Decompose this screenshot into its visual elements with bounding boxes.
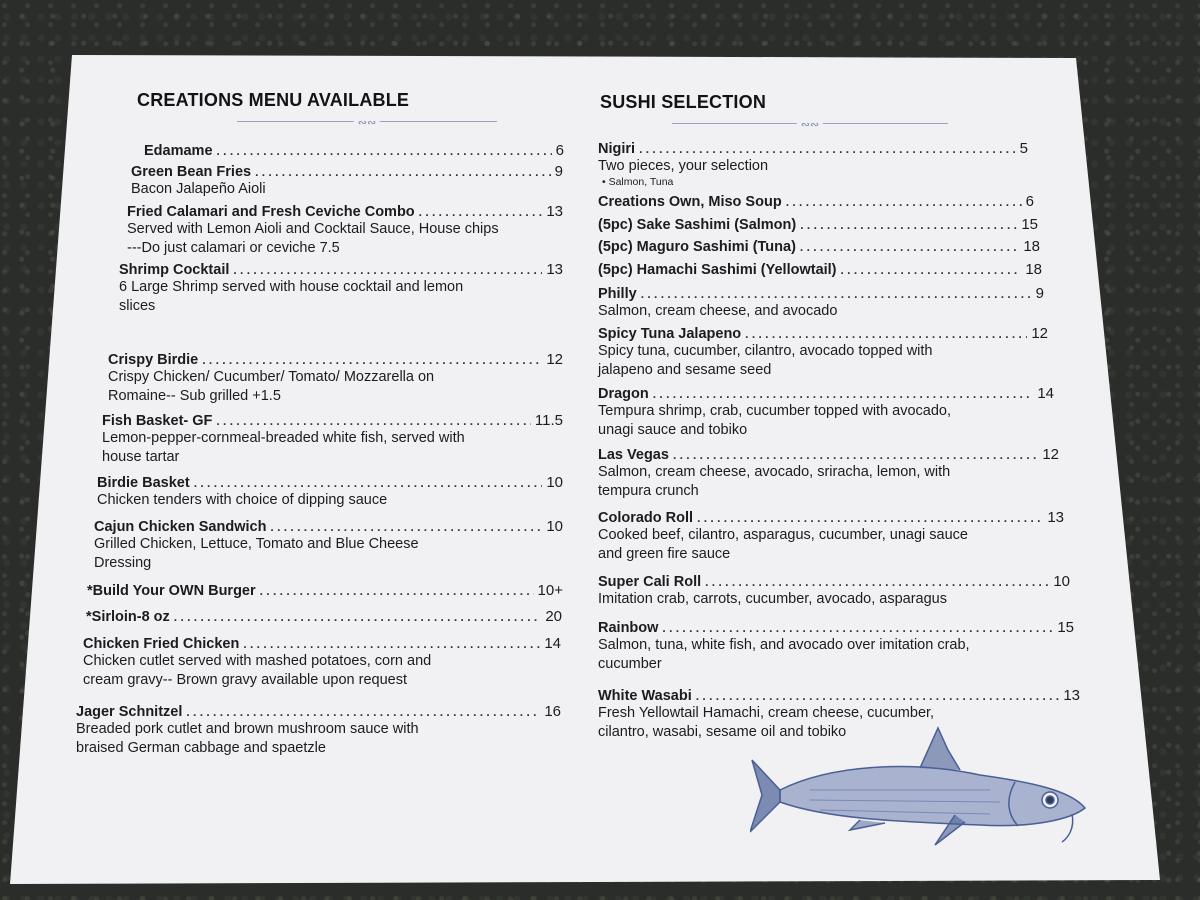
leader-dots xyxy=(639,142,1016,156)
leader-dots xyxy=(653,387,1034,401)
item-name: Green Bean Fries xyxy=(131,164,252,180)
menu-item xyxy=(83,635,561,690)
item-name: Rainbow xyxy=(598,620,659,636)
sushi-selection-section xyxy=(596,92,1086,740)
leader-dots xyxy=(419,205,543,219)
leader-dots xyxy=(216,414,531,428)
leader-dots xyxy=(233,263,542,277)
heading-divider xyxy=(672,119,948,129)
leader-dots xyxy=(186,705,540,719)
item-description: Two pieces, your selection xyxy=(598,158,769,174)
item-price: 9 xyxy=(554,163,563,180)
menu-item xyxy=(102,412,563,467)
item-price: 18 xyxy=(1023,238,1040,255)
leader-dots xyxy=(202,353,542,367)
menu-item xyxy=(598,573,1070,609)
item-description: Fresh Yellowtail Hamachi, cream cheese, cucumber, cilantro, wasabi, sesame oil and tobiko xyxy=(598,705,935,740)
item-description: Bacon Jalapeño Aioli xyxy=(131,181,266,197)
creations-menu-section xyxy=(70,90,570,756)
fish-illustration-icon xyxy=(750,720,1090,850)
menu-item xyxy=(598,140,1028,189)
leader-dots xyxy=(255,165,551,179)
menu-item xyxy=(598,216,1038,233)
item-subnote: • Salmon, Tuna xyxy=(602,176,674,188)
leader-dots xyxy=(705,575,1049,589)
item-name: Jager Schnitzel xyxy=(76,704,183,720)
item-name: Chicken Fried Chicken xyxy=(83,636,240,652)
item-price: 12 xyxy=(546,351,563,368)
leader-dots xyxy=(641,287,1032,301)
item-price: 10 xyxy=(546,474,563,491)
item-name: Spicy Tuna Jalapeno xyxy=(598,326,742,342)
item-price: 18 xyxy=(1025,261,1042,278)
item-description: Tempura shrimp, crab, cucumber topped with avocado, unagi sauce and tobiko xyxy=(598,403,952,438)
heading-divider xyxy=(237,117,497,127)
menu-item xyxy=(598,261,1042,278)
leader-dots xyxy=(174,610,542,624)
item-name: Birdie Basket xyxy=(97,475,190,491)
item-price: 20 xyxy=(545,608,562,625)
item-price: 12 xyxy=(1031,325,1048,342)
item-description: Served with Lemon Aioli and Cocktail Sauce, House chips ---Do just calamari or ceviche 7.5 xyxy=(127,221,499,256)
menu-item xyxy=(86,608,562,625)
leader-dots xyxy=(662,621,1053,635)
scroll-ornament-icon: ∾∾ xyxy=(797,118,823,131)
item-price: 12 xyxy=(1042,446,1059,463)
menu-item xyxy=(598,446,1059,501)
item-name: Fried Calamari and Fresh Ceviche Combo xyxy=(127,204,415,220)
menu-item xyxy=(131,163,563,199)
leader-dots xyxy=(194,476,543,490)
section-heading: CREATIONS MENU AVAILABLE xyxy=(137,90,410,110)
item-name: (5pc) Maguro Sashimi (Tuna) xyxy=(598,239,796,255)
menu-item xyxy=(598,238,1040,255)
menu-item xyxy=(87,582,563,599)
item-name: Super Cali Roll xyxy=(598,574,702,590)
menu-item xyxy=(598,325,1048,380)
menu-item xyxy=(97,474,563,510)
item-description: Chicken cutlet served with mashed potatoes, corn and cream gravy-- Brown gravy available upon request xyxy=(83,653,432,688)
item-name: (5pc) Sake Sashimi (Salmon) xyxy=(598,217,797,233)
leader-dots xyxy=(673,448,1038,462)
item-price: 15 xyxy=(1021,216,1038,233)
item-description: Breaded pork cutlet and brown mushroom sauce with braised German cabbage and spaetzle xyxy=(76,721,419,756)
item-price: 10 xyxy=(1053,573,1070,590)
item-price: 14 xyxy=(1037,385,1054,402)
menu-item xyxy=(598,619,1074,674)
item-price: 14 xyxy=(544,635,561,652)
section-heading: SUSHI SELECTION xyxy=(600,92,767,112)
item-price: 9 xyxy=(1035,285,1044,302)
item-name: Nigiri xyxy=(598,141,636,157)
item-price: 16 xyxy=(544,703,561,720)
item-price: 10+ xyxy=(537,582,563,599)
item-price: 6 xyxy=(555,142,564,159)
item-price: 11.5 xyxy=(534,412,563,429)
item-price: 13 xyxy=(1063,687,1080,704)
menu-item xyxy=(119,261,563,316)
item-description: Spicy tuna, cucumber, cilantro, avocado topped with jalapeno and sesame seed xyxy=(598,343,933,378)
item-price: 5 xyxy=(1019,140,1028,157)
item-name: Las Vegas xyxy=(598,447,669,463)
item-description: Lemon-pepper-cornmeal-breaded white fish, served with house tartar xyxy=(102,430,465,465)
leader-dots xyxy=(217,144,552,158)
item-price: 13 xyxy=(546,261,563,278)
item-price: 10 xyxy=(546,518,563,535)
menu-item xyxy=(598,385,1054,440)
scroll-ornament-icon: ∾∾ xyxy=(354,116,380,129)
leader-dots xyxy=(260,584,534,598)
menu-item xyxy=(94,518,563,573)
leader-dots xyxy=(270,520,542,534)
item-name: Creations Own, Miso Soup xyxy=(598,194,782,210)
item-description: Cooked beef, cilantro, asparagus, cucumber, unagi sauce and green fire sauce xyxy=(598,527,968,562)
item-name: White Wasabi xyxy=(598,688,692,704)
item-name: Crispy Birdie xyxy=(108,352,199,368)
menu-item xyxy=(127,203,563,258)
leader-dots xyxy=(786,195,1022,209)
menu-item xyxy=(76,703,561,758)
leader-dots xyxy=(800,240,1019,254)
item-description: Salmon, cream cheese, avocado, sriracha, lemon, with tempura crunch xyxy=(598,464,951,499)
item-name: (5pc) Hamachi Sashimi (Yellowtail) xyxy=(598,262,837,278)
item-description: Salmon, tuna, white fish, and avocado over imitation crab, cucumber xyxy=(598,637,970,672)
item-description: Salmon, cream cheese, and avocado xyxy=(598,303,838,319)
leader-dots xyxy=(800,218,1017,232)
menu-item xyxy=(598,285,1044,321)
leader-dots xyxy=(745,327,1027,341)
item-name: Cajun Chicken Sandwich xyxy=(94,519,267,535)
leader-dots xyxy=(841,263,1022,277)
item-price: 13 xyxy=(1047,509,1064,526)
item-name: Fish Basket- GF xyxy=(102,413,213,429)
item-name: *Build Your OWN Burger xyxy=(87,583,256,599)
item-description: Imitation crab, carrots, cucumber, avocado, asparagus xyxy=(598,591,947,607)
item-name: Philly xyxy=(598,286,637,302)
item-price: 15 xyxy=(1057,619,1074,636)
leader-dots xyxy=(697,511,1043,525)
item-description: Crispy Chicken/ Cucumber/ Tomato/ Mozzarella on Romaine-- Sub grilled +1.5 xyxy=(108,369,435,404)
leader-dots xyxy=(243,637,540,651)
menu-item xyxy=(144,142,564,159)
item-description: 6 Large Shrimp served with house cocktail and lemon slices xyxy=(119,279,464,314)
item-name: Shrimp Cocktail xyxy=(119,262,230,278)
menu-item xyxy=(108,351,563,406)
item-name: *Sirloin-8 oz xyxy=(86,609,170,625)
item-name: Edamame xyxy=(144,143,213,159)
item-price: 6 xyxy=(1025,193,1034,210)
menu-item xyxy=(598,509,1064,564)
item-name: Colorado Roll xyxy=(598,510,694,526)
leader-dots xyxy=(696,689,1060,703)
item-description: Grilled Chicken, Lettuce, Tomato and Blue Cheese Dressing xyxy=(94,536,419,571)
item-name: Dragon xyxy=(598,386,649,402)
menu-item xyxy=(598,193,1034,210)
item-price: 13 xyxy=(546,203,563,220)
item-description: Chicken tenders with choice of dipping sauce xyxy=(97,492,388,508)
